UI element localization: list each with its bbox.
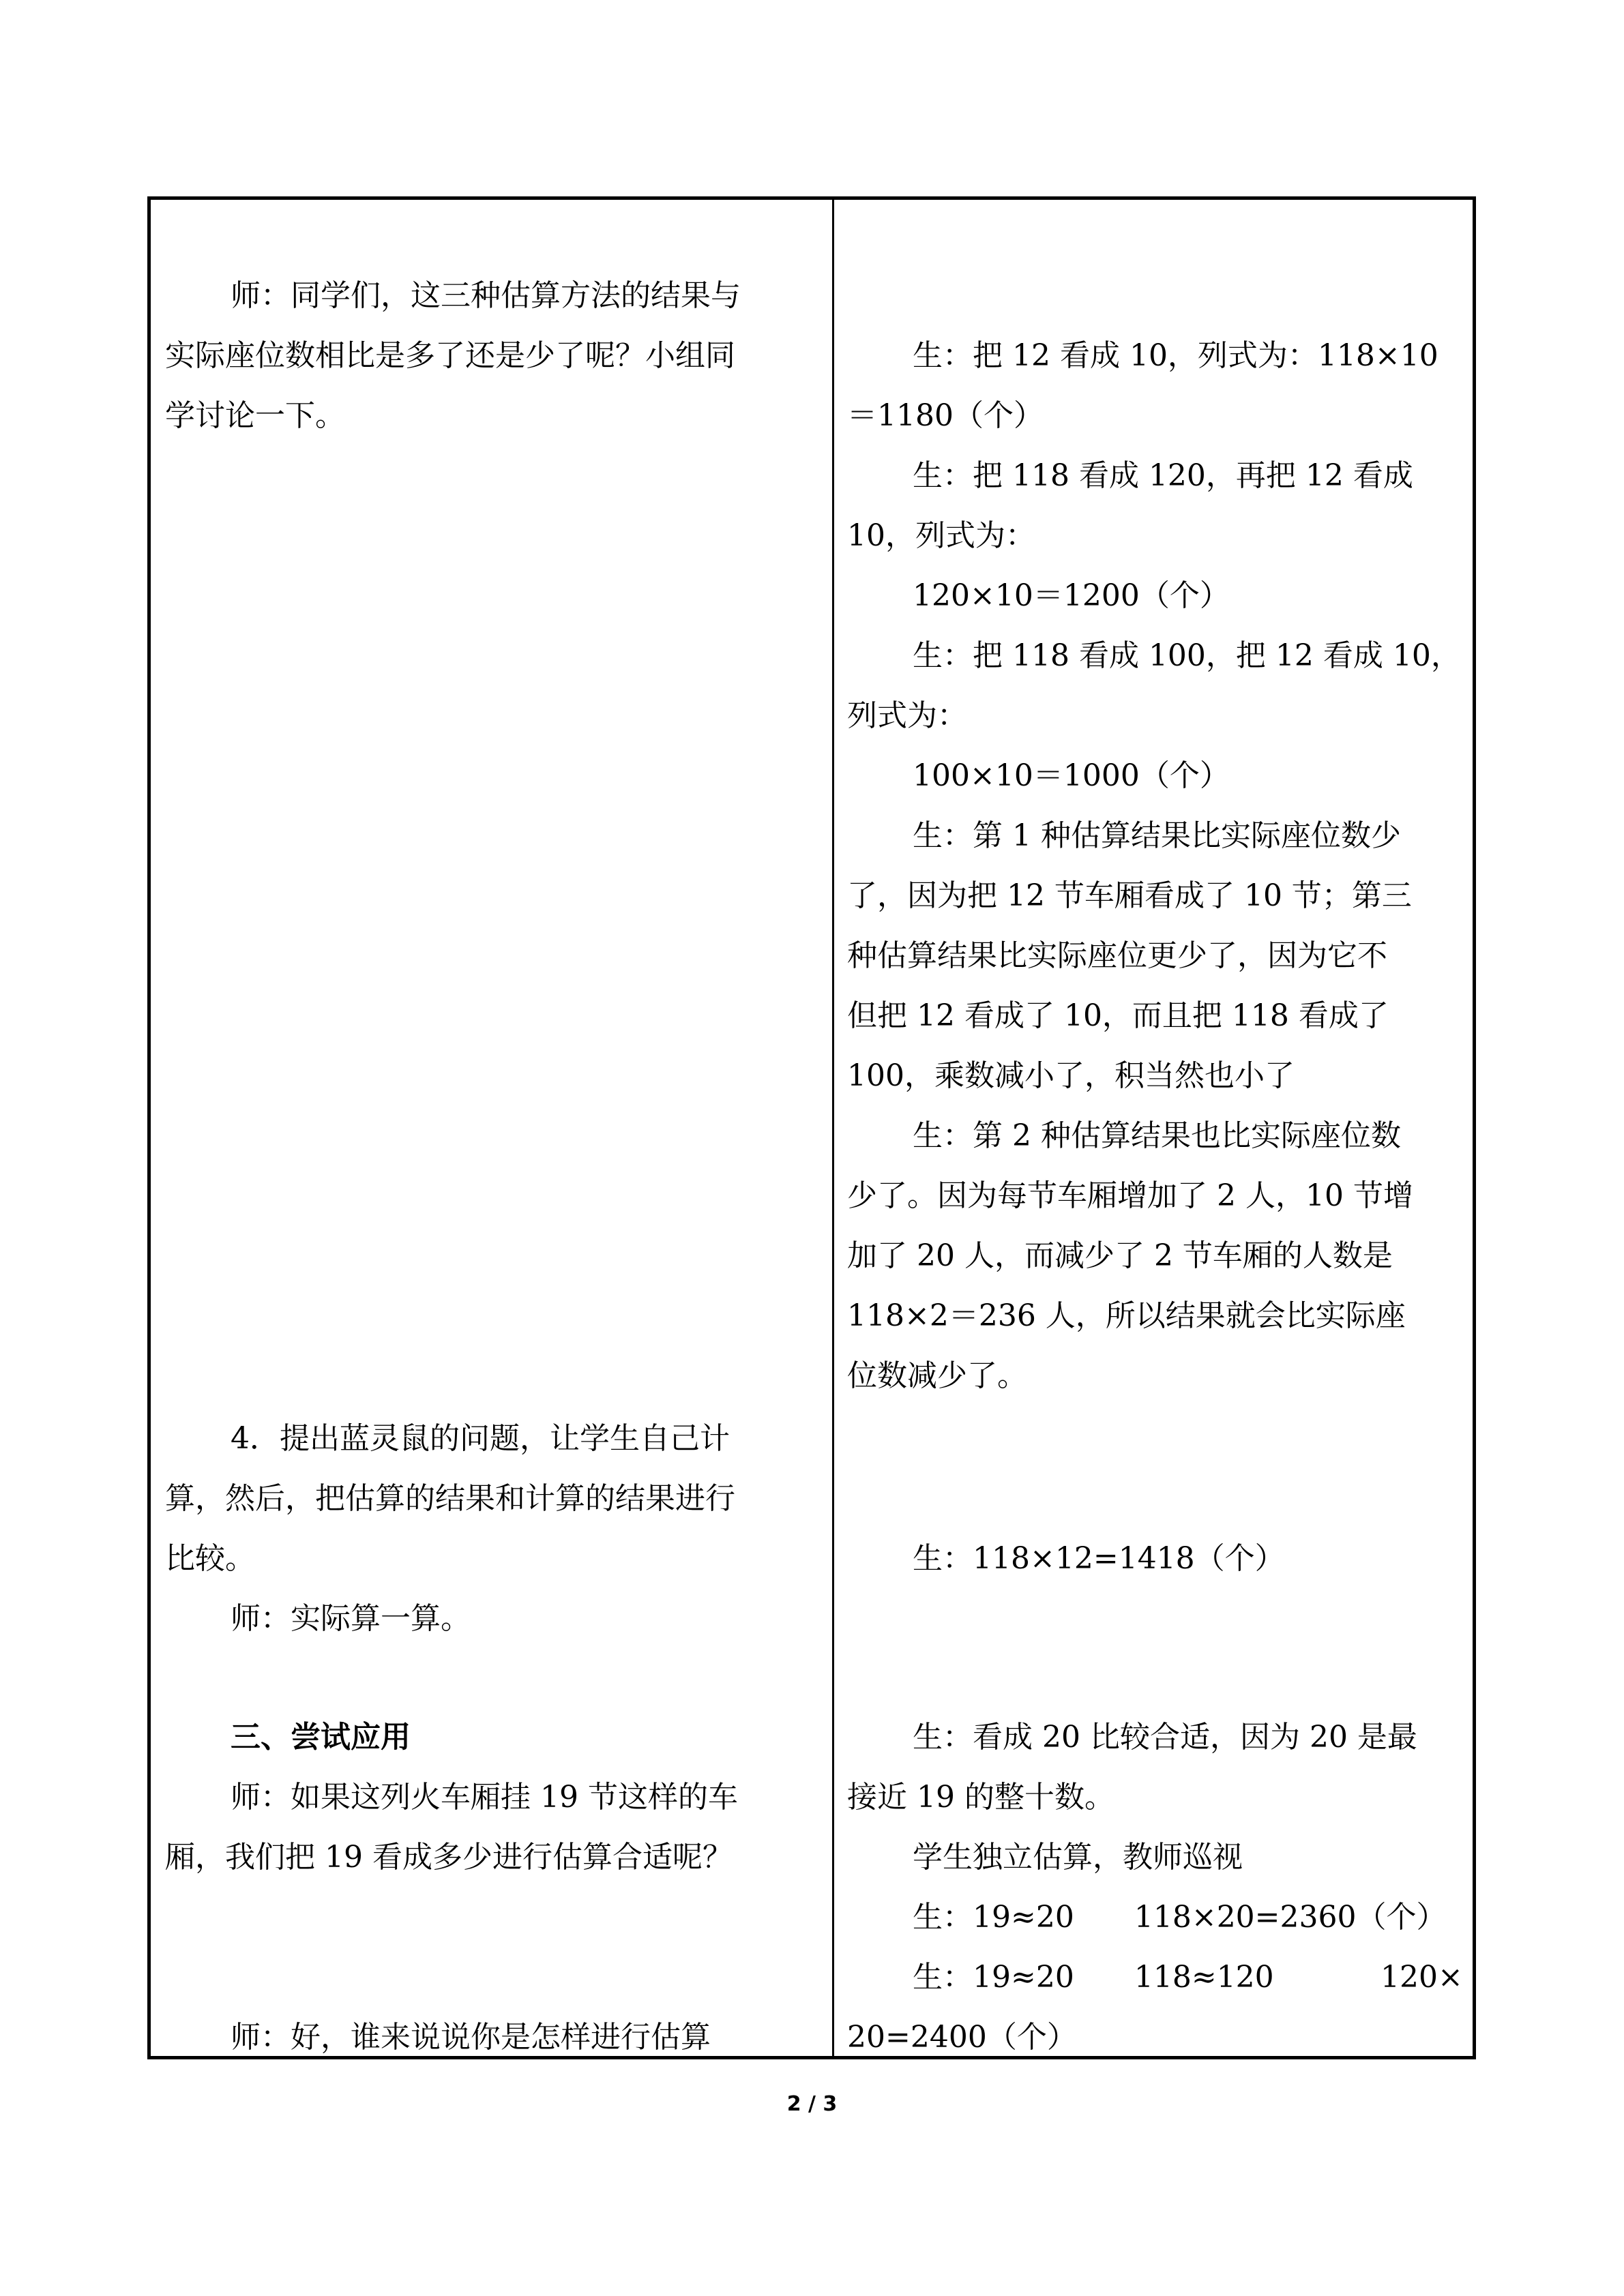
left-line-7: 师：实际算一算。	[231, 1601, 471, 1636]
right-line-19: 生：118×12=1418（个）	[913, 1541, 1285, 1576]
left-line-5: 算，然后，把估算的结果和计算的结果进行	[165, 1481, 735, 1516]
right-line-24: 生：19≈20 118≈120	[913, 1960, 1274, 1995]
right-line-13: 100，乘数减小了，积当然也小了	[847, 1058, 1295, 1093]
right-line-17: 118×2＝236 人，所以结果就会比实际座	[847, 1298, 1406, 1333]
left-line-9: 师：如果这列火车厢挂 19 节这样的车	[231, 1780, 738, 1815]
left-line-11: 师：好，谁来说说你是怎样进行估算	[231, 2020, 711, 2055]
left-line-6: 比较。	[165, 1541, 255, 1576]
section-heading: 三、尝试应用	[231, 1720, 411, 1755]
right-line-9: 生：第 1 种估算结果比实际座位数少	[913, 818, 1401, 853]
right-line-8: 100×10＝1000（个）	[913, 758, 1230, 793]
right-line-20: 生：看成 20 比较合适，因为 20 是最	[913, 1720, 1417, 1755]
right-line-15: 少了。因为每节车厢增加了 2 人，10 节增	[847, 1178, 1413, 1213]
left-line-2: 实际座位数相比是多了还是少了呢？小组同	[165, 338, 735, 373]
left-line-3: 学讨论一下。	[165, 398, 345, 433]
right-line-1: 生：把 12 看成 10，列式为：118×10	[913, 338, 1438, 373]
right-line-21: 接近 19 的整十数。	[847, 1780, 1114, 1815]
right-line-25: 20=2400（个）	[847, 2020, 1077, 2055]
right-line-10: 了，因为把 12 节车厢看成了 10 节；第三	[847, 878, 1412, 913]
right-line-11: 种估算结果比实际座位更少了，因为它不	[847, 938, 1387, 973]
right-line-18: 位数减少了。	[847, 1358, 1027, 1393]
right-line-16: 加了 20 人，而减少了 2 节车厢的人数是	[847, 1238, 1393, 1273]
right-line-6: 生：把 118 看成 100，把 12 看成 10，	[913, 638, 1461, 673]
right-line-3: 生：把 118 看成 120，再把 12 看成	[913, 458, 1413, 493]
right-line-22: 学生独立估算，教师巡视	[913, 1840, 1243, 1875]
right-line-5: 120×10＝1200（个）	[913, 578, 1230, 613]
column-divider	[832, 196, 834, 2059]
right-line-4: 10，列式为：	[847, 518, 1035, 553]
right-line-14: 生：第 2 种估算结果也比实际座位数	[913, 1118, 1401, 1153]
right-line-24b: 120×	[1381, 1960, 1463, 1995]
left-line-10: 厢，我们把 19 看成多少进行估算合适呢？	[165, 1840, 733, 1875]
right-line-2: ＝1180（个）	[847, 398, 1044, 433]
left-line-1: 师：同学们，这三种估算方法的结果与	[231, 278, 741, 313]
right-line-12: 但把 12 看成了 10，而且把 118 看成了	[847, 998, 1389, 1033]
right-line-7: 列式为：	[847, 698, 967, 733]
right-line-23: 生：19≈20 118×20=2360（个）	[913, 1900, 1447, 1935]
page-number: 2 / 3	[786, 2092, 838, 2116]
left-line-4: 4．提出蓝灵鼠的问题，让学生自己计	[231, 1421, 730, 1456]
